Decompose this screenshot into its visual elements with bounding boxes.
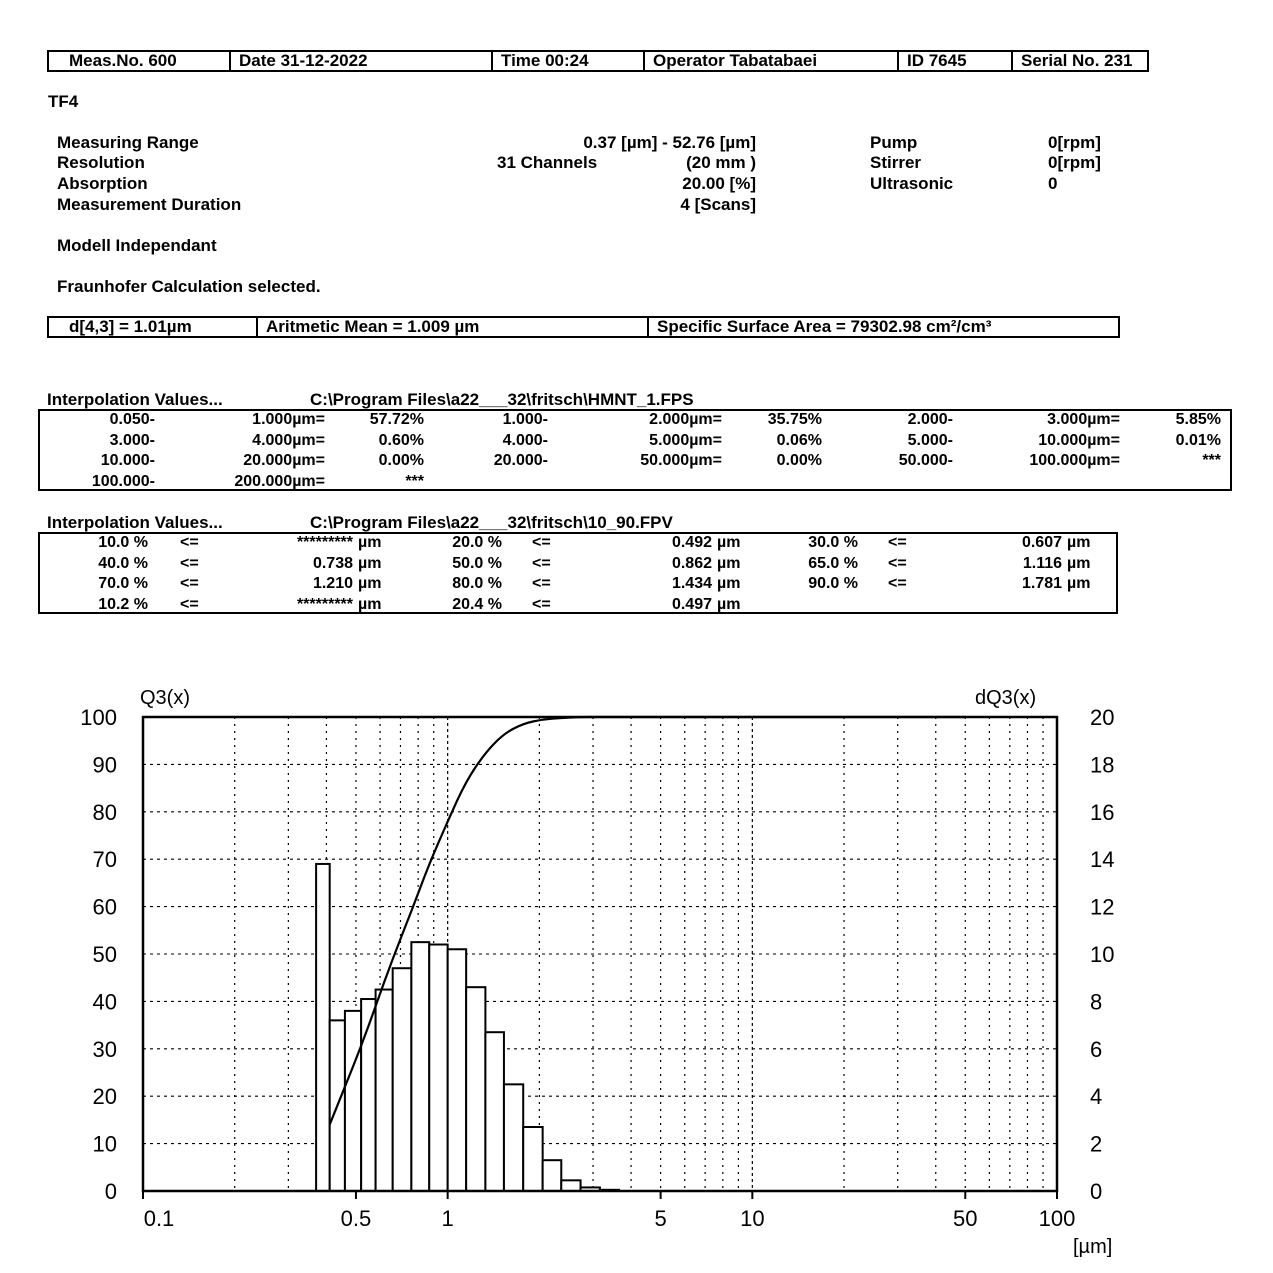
- interp1-cell: 200.000µm=: [234, 472, 325, 490]
- record-id: ID 7645: [897, 52, 1011, 70]
- y-right-tick-label: 8: [1090, 989, 1103, 1015]
- y-right-tick-label: 12: [1090, 894, 1115, 920]
- interp2-value: 0.738: [312, 554, 353, 572]
- calculation-text: Fraunhofer Calculation selected.: [57, 277, 321, 296]
- right-axis-label: dQ3(x): [975, 687, 1037, 709]
- interp2-percent: 30.0 %: [808, 534, 858, 551]
- interp2-percent: 20.4 %: [452, 595, 502, 613]
- interp2-operator: <=: [888, 534, 907, 551]
- y-right-tick-label: 18: [1090, 752, 1115, 778]
- interp2-percent: 65.0 %: [808, 554, 858, 572]
- interp1-cell: 57.72%: [369, 411, 424, 428]
- interp1-cell: 100.000-: [91, 472, 155, 490]
- y-right-tick-label: 6: [1090, 1036, 1103, 1062]
- interp2-unit: µm: [358, 554, 382, 572]
- interp1-cell: 100.000µm=: [1029, 452, 1120, 469]
- interp2-value: 0.492: [671, 534, 712, 551]
- x-tick-label: 5: [654, 1206, 667, 1231]
- y-right-tick-label: 10: [1090, 942, 1115, 967]
- interp2-operator: <=: [532, 595, 551, 613]
- interp2-value: 1.781: [1021, 575, 1062, 592]
- absorption-value: 20.00 [%]: [682, 174, 756, 193]
- sample-name: TF4: [48, 92, 79, 111]
- interp2-file: C:\Program Files\a22___32\fritsch\10_90.FPV: [310, 513, 673, 532]
- interp1-cell: 10.000µm=: [1038, 431, 1120, 449]
- interp2-value: 0.607: [1021, 534, 1062, 551]
- histogram-bar: [393, 968, 412, 1191]
- interp2-unit: µm: [717, 595, 741, 613]
- y-right-tick-label: 20: [1090, 705, 1115, 730]
- interp1-cell: 4.000-: [502, 431, 548, 449]
- interp2-operator: <=: [180, 534, 199, 551]
- histogram-bar: [448, 949, 466, 1191]
- interp1-cell: 1.000µm=: [252, 411, 325, 428]
- pump-value: 0[rpm]: [1048, 133, 1101, 152]
- interp1-cell: 50.000-: [898, 452, 953, 469]
- interp2-operator: <=: [888, 554, 907, 572]
- x-axis-unit: [µm]: [1073, 1236, 1113, 1258]
- histogram-bar: [376, 990, 393, 1191]
- interp1-cell: 0.01%: [1175, 431, 1221, 449]
- stirrer-value: 0[rpm]: [1048, 153, 1101, 172]
- histogram-bar: [316, 864, 330, 1191]
- interp1-cell: 3.000-: [109, 431, 155, 449]
- interp2-operator: <=: [180, 575, 199, 592]
- interp1-cell: 2.000µm=: [649, 411, 722, 428]
- interp1-cell: 0.06%: [776, 431, 822, 449]
- time: Time 00:24: [491, 52, 643, 70]
- interp2-percent: 20.0 %: [452, 534, 502, 551]
- histogram-bar: [429, 945, 447, 1191]
- interp1-cell: 20.000µm=: [243, 452, 325, 469]
- duration-label: Measurement Duration: [57, 195, 242, 214]
- interp1-cell: 10.000-: [100, 452, 155, 469]
- meas-no: Meas.No. 600: [69, 51, 177, 70]
- interp1-cell: 5.000-: [907, 431, 953, 449]
- interp2-unit: µm: [1067, 534, 1091, 551]
- y-right-tick-label: 2: [1090, 1131, 1103, 1157]
- operator: Operator Tabatabaei: [643, 52, 897, 70]
- interp1-cell: ***: [405, 472, 424, 490]
- interp2-value: 0.862: [671, 554, 712, 572]
- measuring-range-value: 0.37 [µm] - 52.76 [µm]: [583, 133, 756, 152]
- date: Date 31-12-2022: [229, 52, 491, 70]
- interp1-cell: 0.60%: [378, 431, 424, 449]
- specific-surface-area: Specific Surface Area = 79302.98 cm²/cm³: [647, 318, 1122, 336]
- resolution-value: (20 mm ): [686, 153, 756, 172]
- interp2-unit: µm: [358, 595, 382, 613]
- interp2-percent: 40.0 %: [98, 554, 148, 572]
- interp2-percent: 50.0 %: [452, 554, 502, 572]
- x-tick-label: 10: [740, 1206, 765, 1231]
- y-left-tick-label: 90: [92, 752, 117, 778]
- interp1-cell: 35.75%: [767, 411, 822, 428]
- x-tick-label: 100: [1038, 1206, 1076, 1231]
- y-left-tick-label: 10: [92, 1131, 117, 1157]
- histogram-bar: [485, 1032, 504, 1191]
- interp2-value: 1.116: [1022, 554, 1062, 572]
- interp2-operator: <=: [180, 595, 199, 613]
- y-left-tick-label: 50: [92, 942, 117, 967]
- interp1-cell: 1.000-: [502, 411, 548, 428]
- interp2-unit: µm: [717, 534, 741, 551]
- interp2-percent: 70.0 %: [98, 575, 148, 592]
- measuring-range-label: Measuring Range: [57, 133, 199, 152]
- interp2-value: *********: [296, 595, 353, 613]
- histogram-bar: [504, 1084, 523, 1191]
- d43-value: d[4,3] = 1.01µm: [69, 317, 192, 336]
- interp2-value: 1.210: [312, 575, 353, 592]
- y-left-tick-label: 0: [104, 1179, 117, 1204]
- serial-no: Serial No. 231: [1011, 52, 1151, 70]
- y-left-tick-label: 20: [92, 1084, 117, 1110]
- resolution-label: Resolution: [57, 153, 145, 172]
- ultrasonic-value: 0: [1048, 174, 1058, 193]
- interp1-cell: 0.00%: [378, 452, 424, 469]
- y-left-tick-label: 70: [92, 847, 117, 873]
- interp1-cell: 5.85%: [1175, 411, 1221, 428]
- interp1-file: C:\Program Files\a22___32\fritsch\HMNT_1.FPS: [310, 390, 694, 409]
- interp2-percent: 10.0 %: [98, 534, 148, 551]
- interp2-percent: 80.0 %: [452, 575, 502, 592]
- model-text: Modell Independant: [57, 236, 217, 255]
- interp1-cell: 4.000µm=: [252, 431, 325, 449]
- interp2-unit: µm: [1067, 554, 1091, 572]
- histogram-bar: [561, 1180, 580, 1191]
- x-tick-label: 1: [441, 1206, 454, 1231]
- arithmetic-mean: Aritmetic Mean = 1.009 µm: [256, 318, 647, 336]
- pump-label: Pump: [870, 133, 918, 152]
- interp2-value: *********: [296, 534, 353, 551]
- y-right-tick-label: 4: [1090, 1084, 1103, 1110]
- y-left-tick-label: 60: [92, 894, 117, 920]
- interp2-operator: <=: [180, 554, 199, 572]
- y-left-tick-label: 100: [80, 705, 117, 730]
- histogram-bar: [345, 1011, 361, 1191]
- interp1-cell: 0.050-: [109, 411, 155, 428]
- interp2-operator: <=: [532, 554, 551, 572]
- absorption-label: Absorption: [57, 174, 148, 193]
- interp2-unit: µm: [1067, 575, 1091, 592]
- interp1-cell: 0.00%: [776, 452, 822, 469]
- stirrer-label: Stirrer: [870, 153, 922, 172]
- interp1-cell: 20.000-: [493, 452, 548, 469]
- interp2-value: 0.497: [671, 595, 712, 613]
- x-tick-label: 0.5: [340, 1206, 372, 1231]
- interp1-cell: 50.000µm=: [640, 452, 722, 469]
- x-tick-label: 0.1: [143, 1206, 175, 1231]
- left-axis-label: Q3(x): [140, 687, 190, 709]
- y-left-tick-label: 80: [92, 799, 117, 825]
- histogram-bar: [466, 987, 485, 1191]
- histogram-bar: [543, 1160, 562, 1191]
- interp1-title: Interpolation Values...: [47, 390, 223, 409]
- interp2-percent: 10.2 %: [98, 595, 148, 613]
- interp2-operator: <=: [532, 575, 551, 592]
- ultrasonic-label: Ultrasonic: [870, 174, 954, 193]
- interp2-value: 1.434: [671, 575, 712, 592]
- y-right-tick-label: 0: [1090, 1179, 1103, 1204]
- interp2-operator: <=: [532, 534, 551, 551]
- y-left-tick-label: 40: [92, 989, 117, 1015]
- interp1-cell: 2.000-: [907, 411, 953, 428]
- interp1-cell: ***: [1202, 452, 1221, 469]
- resolution-channels: 31 Channels: [497, 153, 598, 172]
- interp2-unit: µm: [717, 554, 741, 572]
- x-tick-label: 50: [953, 1206, 978, 1231]
- duration-value: 4 [Scans]: [680, 195, 756, 214]
- histogram-bar: [411, 942, 429, 1191]
- y-right-tick-label: 14: [1090, 847, 1115, 873]
- interp2-unit: µm: [358, 575, 382, 592]
- y-left-tick-label: 30: [92, 1036, 117, 1062]
- interp2-unit: µm: [717, 575, 741, 592]
- histogram-bar: [523, 1127, 542, 1191]
- interp1-cell: 5.000µm=: [649, 431, 722, 449]
- interp2-title: Interpolation Values...: [47, 513, 223, 532]
- interp1-cell: 3.000µm=: [1047, 411, 1120, 428]
- y-right-tick-label: 16: [1090, 799, 1115, 825]
- interp2-unit: µm: [358, 534, 382, 551]
- interp2-operator: <=: [888, 575, 907, 592]
- interp2-percent: 90.0 %: [808, 575, 858, 592]
